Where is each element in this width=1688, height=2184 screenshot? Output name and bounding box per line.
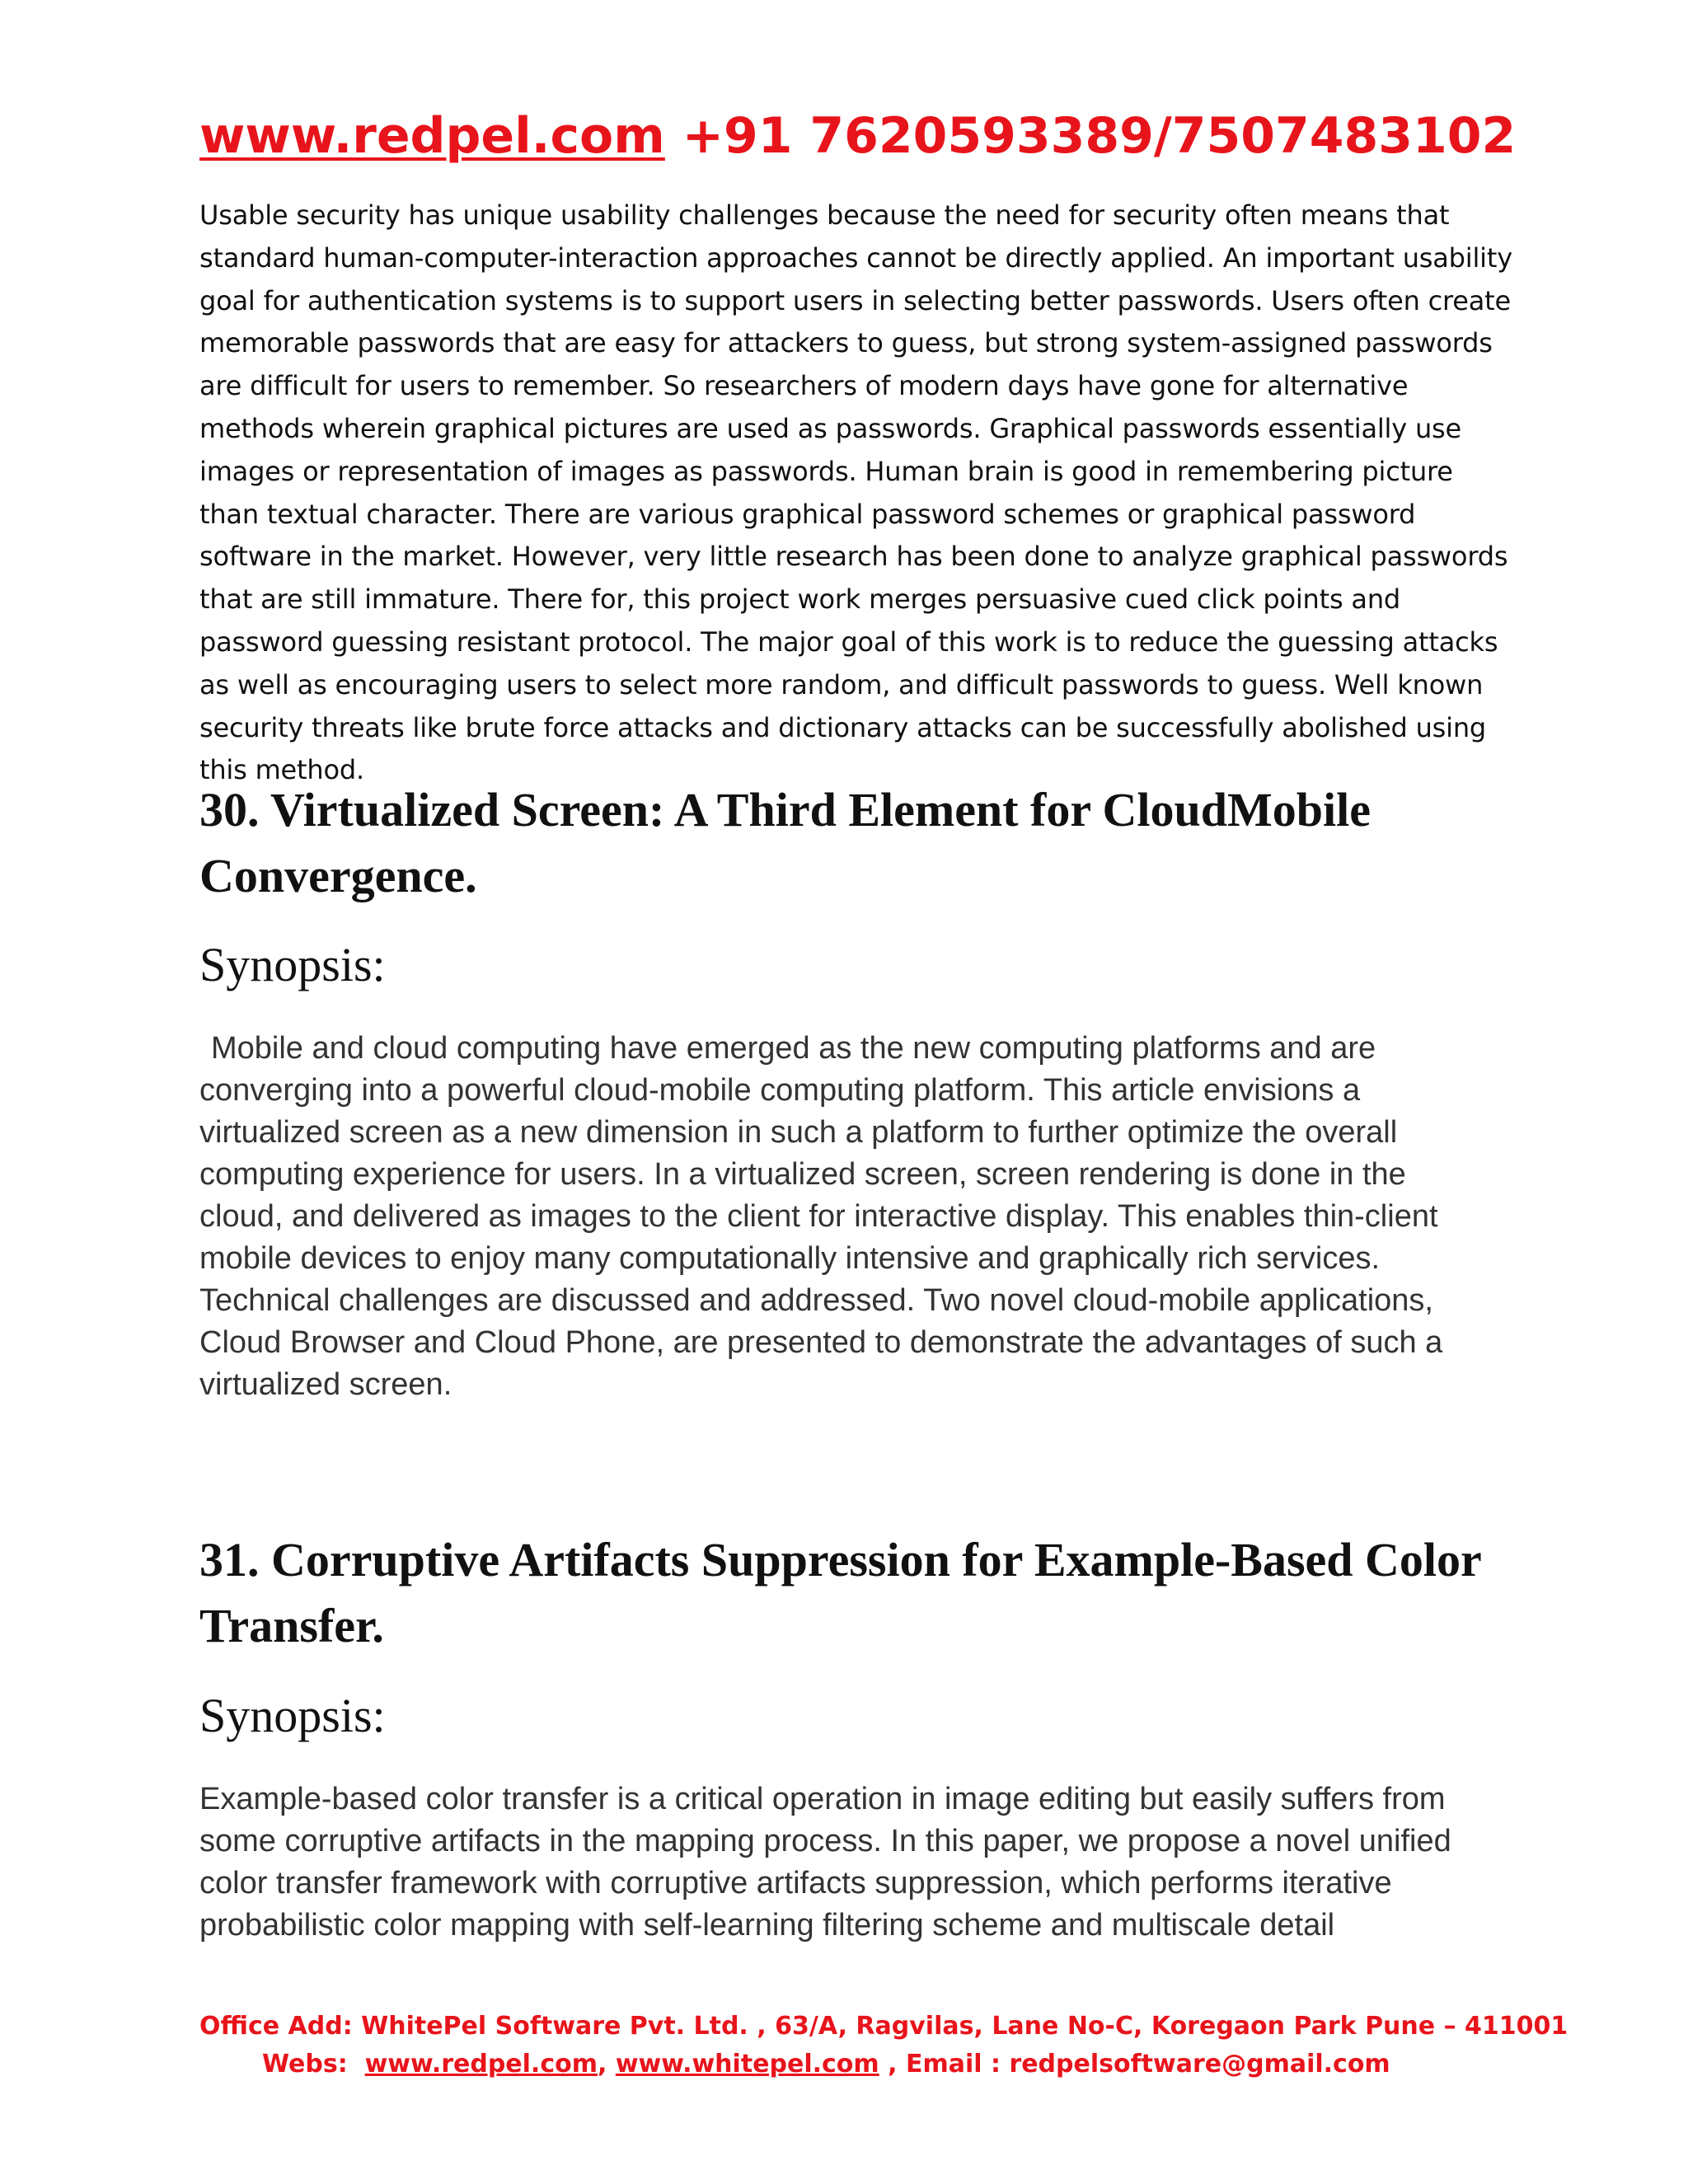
section-31-synopsis-label: Synopsis: <box>199 1689 386 1742</box>
footer-web-line: Webs: www.redpel.com, www.whitepel.com , Email : redpelsoftware@gmail.com <box>262 2050 1390 2079</box>
intro-paragraph: Usable security has unique usability challenges because the need for security often means that standard human-computer-interaction approaches cannot be directly applied. An important usability goal for authentication systems is to support users in selecting better passwords. Users often create memorable passwords that are easy for attackers to guess, but strong system-assigned passwords are difficult for users to remember. So researchers of modern days have gone for alternative methods wherein graphical pictures are used as passwords. Graphical passwords essentially use images or representation of images as passwords. Human brain is good in remembering picture than textual character. There are various graphical password schemes or graphical password software in the market. However, very little research has been done to analyze graphical passwords that are still immature. There for, this project work merges persuasive cued click points and password guessing resistant protocol. The major goal of this work is to reduce the guessing attacks as well as encouraging users to select more random, and difficult passwords to guess. Well known security threats like brute force attacks and dictionary attacks can be successfully abolished using this method. <box>199 199 1512 786</box>
footer-email: , Email : redpelsoftware@gmail.com <box>888 2050 1390 2079</box>
page-header <box>199 103 1518 169</box>
page-footer <box>199 2008 1601 2083</box>
section-30-synopsis-label: Synopsis: <box>199 938 386 991</box>
section-30-title: 30. Virtualized Screen: A Third Element for CloudMobile Convergence. <box>199 783 1371 902</box>
section-31-title: 31. Corruptive Artifacts Suppression for Example-Based Color Transfer. <box>199 1533 1481 1652</box>
footer-webs-label: Webs: <box>262 2050 348 2079</box>
footer-whitepel-link[interactable]: www.whitepel.com <box>615 2050 879 2079</box>
footer-redpel-link[interactable]: www.redpel.com <box>364 2050 598 2079</box>
header-website-link[interactable]: www.redpel.com <box>199 107 665 165</box>
section-31-body: Example-based color transfer is a critical operation in image editing but easily suffers from some corruptive artifacts in the mapping process. In this paper, we propose a novel unified color transfer framework with corruptive artifacts suppression, which performs iterative probabilistic color mapping with self-learning filtering scheme and multiscale detail <box>199 1782 1451 1943</box>
footer-address: Office Add: WhitePel Software Pvt. Ltd. , 63/A, Ragvilas, Lane No-C, Koregaon Park Pune – 411001 <box>199 2012 1568 2041</box>
header-phone-numbers: +91 7620593389/7507483102 <box>682 107 1517 165</box>
section-30-body: Mobile and cloud computing have emerged as the new computing platforms and are converging into a powerful cloud-mobile computing platform. This article envisions a virtualized screen as a new dimension in such a platform to further optimize the overall computing experience for users. In a virtualized screen, screen rendering is done in the cloud, and delivered as images to the client for interactive display. This enables thin-client mobile devices to enjoy many computationally intensive and graphically rich services. Technical challenges are discussed and addressed. Two novel cloud-mobile applications, Cloud Browser and Cloud Phone, are presented to demonstrate the advantages of such a virtualized screen. <box>199 1031 1443 1402</box>
